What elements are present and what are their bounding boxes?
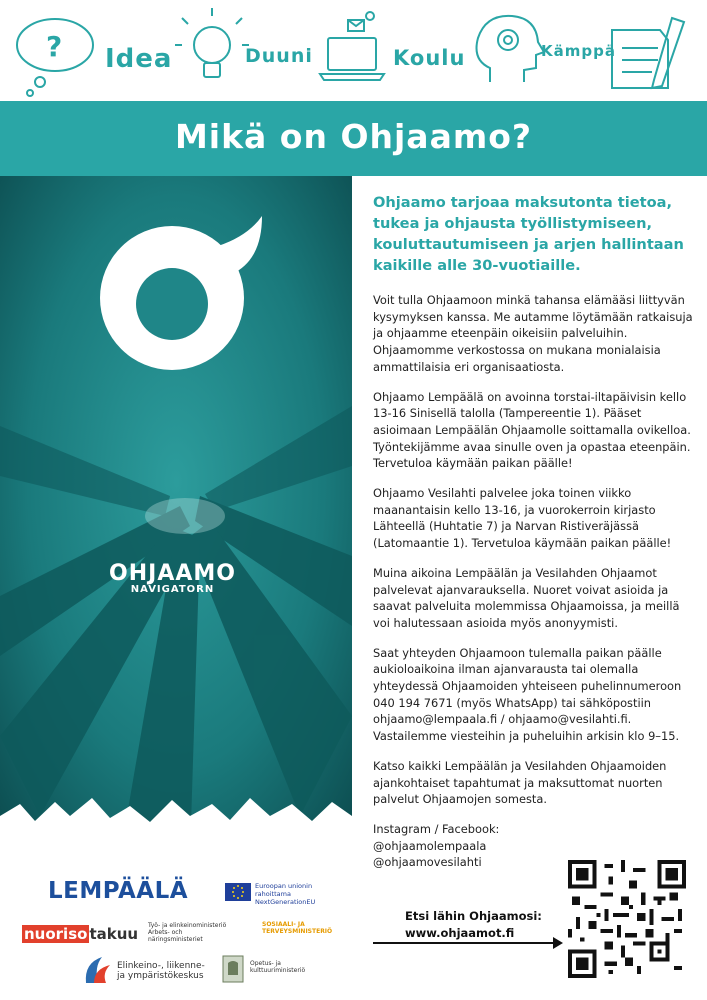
hands-together-photo [0, 176, 352, 856]
laptop-icon [320, 12, 384, 80]
qr-code-icon[interactable] [568, 860, 686, 978]
header-word-koulu: Koulu [393, 46, 466, 70]
head-gear-icon [477, 16, 545, 82]
page-title: Mikä on Ohjaamo? [174, 117, 533, 156]
lempaala-logo: LEMPÄÄLÄ [48, 878, 189, 904]
header-word-idea: Idea [105, 44, 173, 74]
paragraph-vesilahti-hours: Ohjaamo Vesilahti palvelee joka toinen viikko maanantaisin kello 13-16, ja vuorokerroin kirjasto Lähteellä (Huhtatie 7) ja Narvan Ristiveräjässä (Latomaantie 1). Tervetuloa käymään paikan päälle! [373, 486, 672, 551]
nuorisotakuu-logo [22, 925, 138, 943]
paragraph-lempaala-hours: Ohjaamo Lempäälä on avoinna torstai-iltapäivisin kello 13-16 Sinisellä talolla (Tampereentie 1). Pääset asioimaan Lempäälän Ohjaamolle soittamalla ovikelloa. Työntekijämme avaa sinulle oven ja opastaa eteenpäin. Tervetuloa käymään paikan päälle! [373, 389, 691, 471]
stm-logo: SOSIAALI- JA TERVEYSMINISTERIÖ [262, 921, 333, 935]
paragraph-contact: Saat yhteyden Ohjaamoon tulemalla paikan päälle aukioloaikoina ilman ajanvarausta tai olemalla yhteydessä Ohjaamoiden yhteiseen puhelinnumeroon 040 194 7671 (myös WhatsApp) tai sähköpostiin ohjaamo@lempaala.fi / ohjaamo@vesilahti.fi. Vastailemme viesteihin ja puheluihin arkisin klo 9–15. [373, 645, 682, 744]
lightbulb-icon [175, 8, 249, 77]
pencil-paper-icon [612, 18, 684, 88]
nuorisotakuu-b: takuu [89, 925, 139, 943]
nuorisotakuu-a: nuoriso [24, 925, 88, 943]
okm-logo: Opetus- ja kulttuuriministeriö [250, 960, 306, 974]
question-cloud-icon [17, 19, 93, 96]
instagram-handle-vesilahti[interactable]: @ohjaamovesilahti [373, 855, 482, 870]
ohjaamo-wordmark [105, 561, 240, 595]
eu-flag-icon [225, 883, 251, 901]
okm-lion-crest-icon [222, 955, 244, 983]
tem-logo: Työ- ja elinkeinoministeriö Arbets- och näringsministeriet [148, 922, 227, 943]
ely-logo: Elinkeino-, liikenne- ja ympäristökeskus [117, 961, 205, 981]
brand-subname: NAVIGATORN [130, 584, 215, 595]
svg-text:?: ? [46, 30, 63, 63]
find-label: Etsi lähin Ohjaamosi: [405, 909, 542, 923]
paragraph-social: Katso kaikki Lempäälän ja Vesilahden Ohjaamoiden ajankohtaiset tapahtumat ja maksuttomat nuorten palvelut Ohjaamojen somesta. [373, 758, 667, 807]
instagram-handle-lempaala[interactable]: @ohjaamolempaala [373, 838, 487, 853]
info-column [373, 192, 693, 871]
paragraph-appointments: Muina aikoina Lempäälän ja Vesilahden Ohjaamot palvelevat ajanvarauksella. Nuoret voivat asioida ja saavat palveluita molemmissa Ohjaamoissa, ja meillä voi halutessaan asioida myös anonyymisti. [373, 565, 680, 630]
eu-funding-logo: Euroopan unionin rahoittama NextGenerationEU [255, 882, 316, 906]
website-link[interactable]: www.ohjaamot.fi [405, 926, 515, 940]
lead-text: Ohjaamo tarjoaa maksutonta tietoa, tukea ja ohjausta työllistymiseen, kouluttautumiseen ja arjen hallintaan kaikille alle 30-vuotiaille. [373, 194, 684, 274]
header-doodles [0, 0, 707, 100]
ely-logo-icon [80, 953, 114, 987]
header-word-kamppa: Kämppä [541, 42, 616, 60]
title-banner [0, 101, 707, 176]
brand-name: OHJAAMO [109, 561, 236, 586]
social-label: Instagram / Facebook: [373, 821, 500, 836]
arrow-right-icon [373, 936, 565, 950]
paragraph-intro: Voit tulla Ohjaamoon minkä tahansa elämääsi liittyvän kysymyksen kanssa. Me autamme löytämään ratkaisuja ja ohjaamme eteenpäin oikeisiin palveluihin. Ohjaamomme verkostossa on mukana monialaisia ammattilaisia eri organisaatiosta. [373, 293, 693, 374]
header-word-duuni: Duuni [245, 45, 313, 67]
